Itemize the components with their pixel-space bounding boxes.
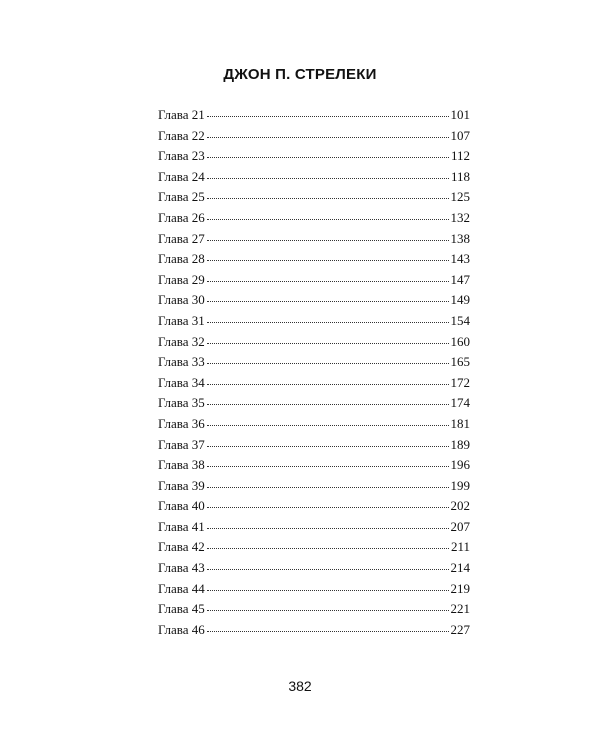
toc-entry-page: 138 xyxy=(450,230,470,246)
dot-leader xyxy=(207,218,449,220)
toc-entry-page: 125 xyxy=(450,189,470,205)
toc-entry-label: Глава 37 xyxy=(158,436,205,452)
dot-leader xyxy=(207,630,449,632)
toc-entry xyxy=(158,105,470,126)
dot-leader xyxy=(207,280,449,282)
toc-entry xyxy=(158,208,470,229)
toc-entry-label: Глава 28 xyxy=(158,251,205,267)
toc-entry-label: Глава 29 xyxy=(158,271,205,287)
toc-entry-page: 214 xyxy=(450,560,470,576)
toc-entry-label: Глава 26 xyxy=(158,209,205,225)
toc-entry-label: Глава 43 xyxy=(158,560,205,576)
toc-entry xyxy=(158,599,470,620)
dot-leader xyxy=(207,177,449,179)
toc-entry-label: Глава 44 xyxy=(158,580,205,596)
toc-entry xyxy=(158,517,470,538)
toc-entry xyxy=(158,167,470,188)
toc-entry-label: Глава 35 xyxy=(158,395,205,411)
toc-entry-page: 219 xyxy=(450,580,470,596)
dot-leader xyxy=(207,609,449,611)
toc-entry xyxy=(158,496,470,517)
toc-entry-page: 147 xyxy=(450,271,470,287)
toc-entry-page: 211 xyxy=(450,539,470,555)
toc-entry xyxy=(158,476,470,497)
dot-leader xyxy=(207,506,449,508)
toc-entry-label: Глава 41 xyxy=(158,518,205,534)
dot-leader xyxy=(207,156,449,158)
toc-entry-page: 174 xyxy=(450,395,470,411)
toc-entry xyxy=(158,332,470,353)
toc-entry-label: Глава 22 xyxy=(158,127,205,143)
toc-entry-label: Глава 32 xyxy=(158,333,205,349)
toc-entry xyxy=(158,229,470,250)
toc-entry-page: 160 xyxy=(450,333,470,349)
toc-entry-page: 154 xyxy=(450,312,470,328)
toc-entry-label: Глава 36 xyxy=(158,415,205,431)
dot-leader xyxy=(207,465,449,467)
dot-leader xyxy=(207,197,449,199)
toc-entry-label: Глава 40 xyxy=(158,498,205,514)
toc-entry-label: Глава 42 xyxy=(158,539,205,555)
toc-entry-label: Глава 25 xyxy=(158,189,205,205)
dot-leader xyxy=(207,589,449,591)
dot-leader xyxy=(207,342,449,344)
dot-leader xyxy=(207,239,449,241)
toc-entry xyxy=(158,620,470,641)
dot-leader xyxy=(207,115,449,117)
dot-leader xyxy=(207,424,449,426)
toc-entry-page: 207 xyxy=(450,518,470,534)
toc-entry-page: 202 xyxy=(450,498,470,514)
toc-entry xyxy=(158,373,470,394)
dot-leader xyxy=(207,383,449,385)
toc-entry-page: 143 xyxy=(450,251,470,267)
toc-entry-page: 221 xyxy=(450,601,470,617)
toc-entry-page: 165 xyxy=(450,354,470,370)
toc-entry-page: 101 xyxy=(450,107,470,122)
toc-entry-label: Глава 24 xyxy=(158,168,205,184)
dot-leader xyxy=(207,527,449,529)
toc-entry xyxy=(158,435,470,456)
toc-entry-label: Глава 30 xyxy=(158,292,205,308)
toc-entry xyxy=(158,270,470,291)
toc-entry xyxy=(158,146,470,167)
toc-entry-page: 118 xyxy=(450,168,470,184)
toc-entry-label: Глава 34 xyxy=(158,374,205,390)
toc-entry-page: 227 xyxy=(450,621,470,637)
toc-entry xyxy=(158,579,470,600)
toc-entry-label: Глава 38 xyxy=(158,457,205,473)
toc-entry xyxy=(158,290,470,311)
dot-leader xyxy=(207,362,449,364)
toc-entry-label: Глава 39 xyxy=(158,477,205,493)
dot-leader xyxy=(207,136,449,138)
toc-entry-page: 172 xyxy=(450,374,470,390)
toc-entry-page: 132 xyxy=(450,209,470,225)
toc-entry-label: Глава 45 xyxy=(158,601,205,617)
toc-entry-label: Глава 21 xyxy=(158,107,205,122)
toc-entry xyxy=(158,249,470,270)
toc-entry-label: Глава 46 xyxy=(158,621,205,637)
toc-entry xyxy=(158,352,470,373)
toc-entry-label: Глава 27 xyxy=(158,230,205,246)
toc-entry-page: 199 xyxy=(450,477,470,493)
dot-leader xyxy=(207,403,449,405)
dot-leader xyxy=(207,259,449,261)
dot-leader xyxy=(207,321,449,323)
toc-entry-page: 189 xyxy=(450,436,470,452)
toc-entry xyxy=(158,187,470,208)
page-number: 382 xyxy=(288,678,312,694)
dot-leader xyxy=(207,486,449,488)
toc-entry xyxy=(158,455,470,476)
toc-entry-page: 107 xyxy=(450,127,470,143)
toc-entry-label: Глава 31 xyxy=(158,312,205,328)
toc-entry xyxy=(158,126,470,147)
dot-leader xyxy=(207,300,449,302)
running-header: ДЖОН П. СТРЕЛЕКИ xyxy=(223,66,377,83)
dot-leader xyxy=(207,568,449,570)
toc-entry-label: Глава 33 xyxy=(158,354,205,370)
toc-entry xyxy=(158,558,470,579)
toc-entry xyxy=(158,393,470,414)
table-of-contents xyxy=(158,105,470,640)
toc-entry-label: Глава 23 xyxy=(158,148,205,164)
toc-entry-page: 149 xyxy=(450,292,470,308)
dot-leader xyxy=(207,445,449,447)
toc-entry xyxy=(158,537,470,558)
toc-entry-page: 112 xyxy=(450,148,470,164)
toc-entry xyxy=(158,414,470,435)
toc-entry-page: 196 xyxy=(450,457,470,473)
toc-entry-page: 181 xyxy=(450,415,470,431)
toc-entry xyxy=(158,311,470,332)
dot-leader xyxy=(207,547,449,549)
